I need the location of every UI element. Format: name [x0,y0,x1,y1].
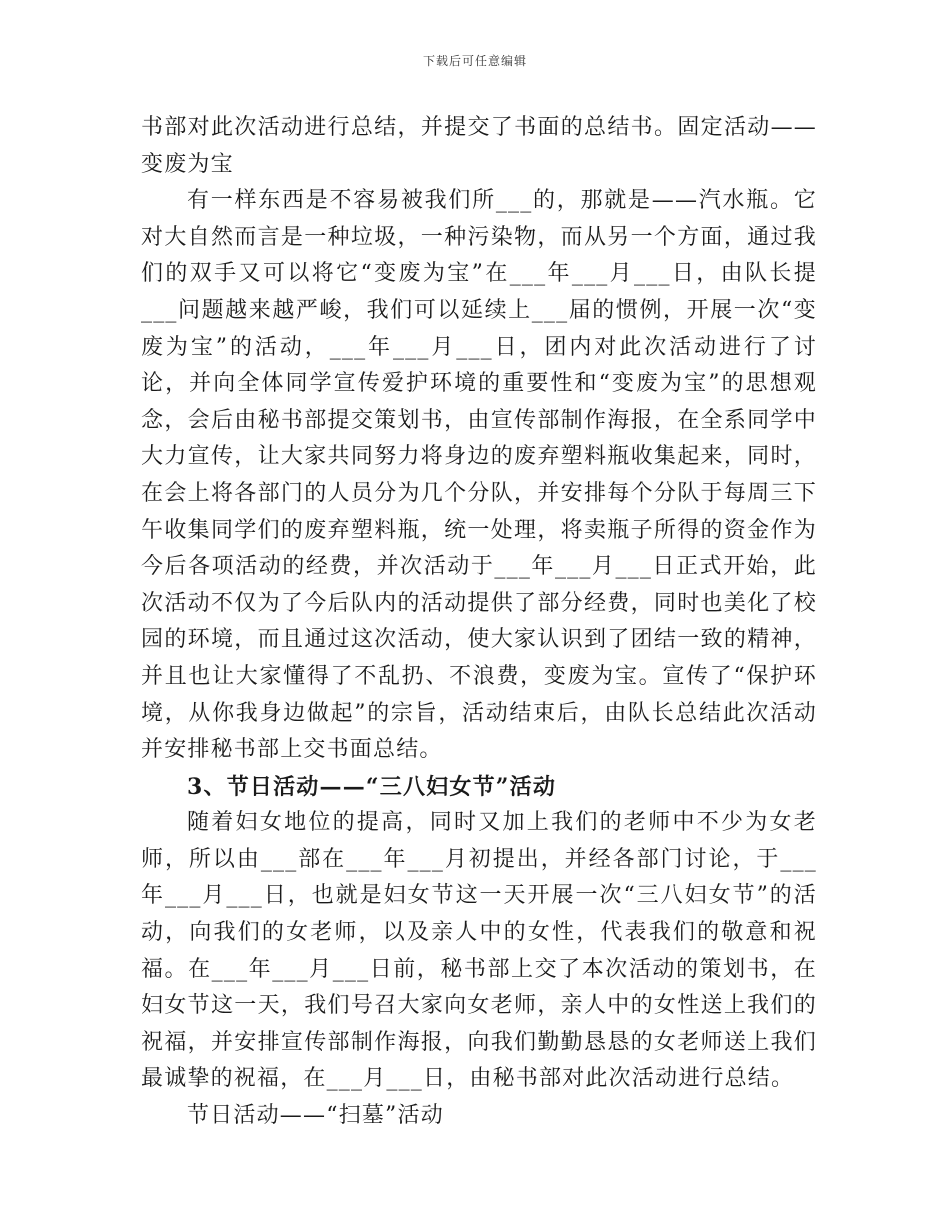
section-heading-tomb-sweeping: 节日活动——“扫墓”活动 [187,1103,444,1129]
paragraph-fixed-activity-intro: 书部对此次活动进行总结，并提交了书面的总结书。固定活动——变废为宝 [141,115,817,177]
section-heading-womens-day: 3、节日活动——“三八妇女节”活动 [187,773,557,800]
page-header-note: 下载后可任意编辑 [422,54,527,68]
document-body [141,110,817,1135]
paragraph-waste-to-treasure: 有一样东西是不容易被我们所___的，那就是——汽水瓶。它对大自然而言是一种垃圾，一种污染物，而从另一个方面，通过我们的双手又可以将它“变废为宝”在___年___月___日，由队长提___问题越来越严峻，我们可以延续上___届的惯例，开展一次“变废为宝”的活动，___年___月___日，团内对此次活动进行了讨论，并向全体同学宣传爱护环境的重要性和“变废为宝”的思想观念，会后由秘书部提交策划书，由宣传部制作海报，在全系同学中大力宣传，让大家共同努力将身边的废弃塑料瓶收集起来，同时，在会上将各部门的人员分为几个分队，并安排每个分队于每周三下午收集同学们的废弃塑料瓶，统一处理，将卖瓶子所得的资金作为今后各项活动的经费，并次活动于___年___月___日正式开始，此次活动不仅为了今后队内的活动提供了部分经费，同时也美化了校园的环境，而且通过这次活动，使大家认识到了团结一致的精神，并且也让大家懂得了不乱扔、不浪费，变废为宝。宣传了“保护环境，从你我身边做起”的宗旨，活动结束后，由队长总结此次活动并安排秘书部上交书面总结。 [141,188,817,763]
paragraph-womens-day: 随着妇女地位的提高，同时又加上我们的老师中不少为女老师，所以由___部在___年___月初提出，并经各部门讨论，于___年___月___日，也就是妇女节这一天开展一次“三八妇女节”的活动，向我们的女老师，以及亲人中的女性，代表我们的敬意和祝福。在___年___月___日前，秘书部上交了本次活动的策划书，在妇女节这一天，我们号召大家向女老师，亲人中的女性送上我们的祝福，并安排宣传部制作海报，向我们勤勤恳恳的女老师送上我们最诚挚的祝福，在___月___日，由秘书部对此次活动进行总结。 [141,810,817,1092]
